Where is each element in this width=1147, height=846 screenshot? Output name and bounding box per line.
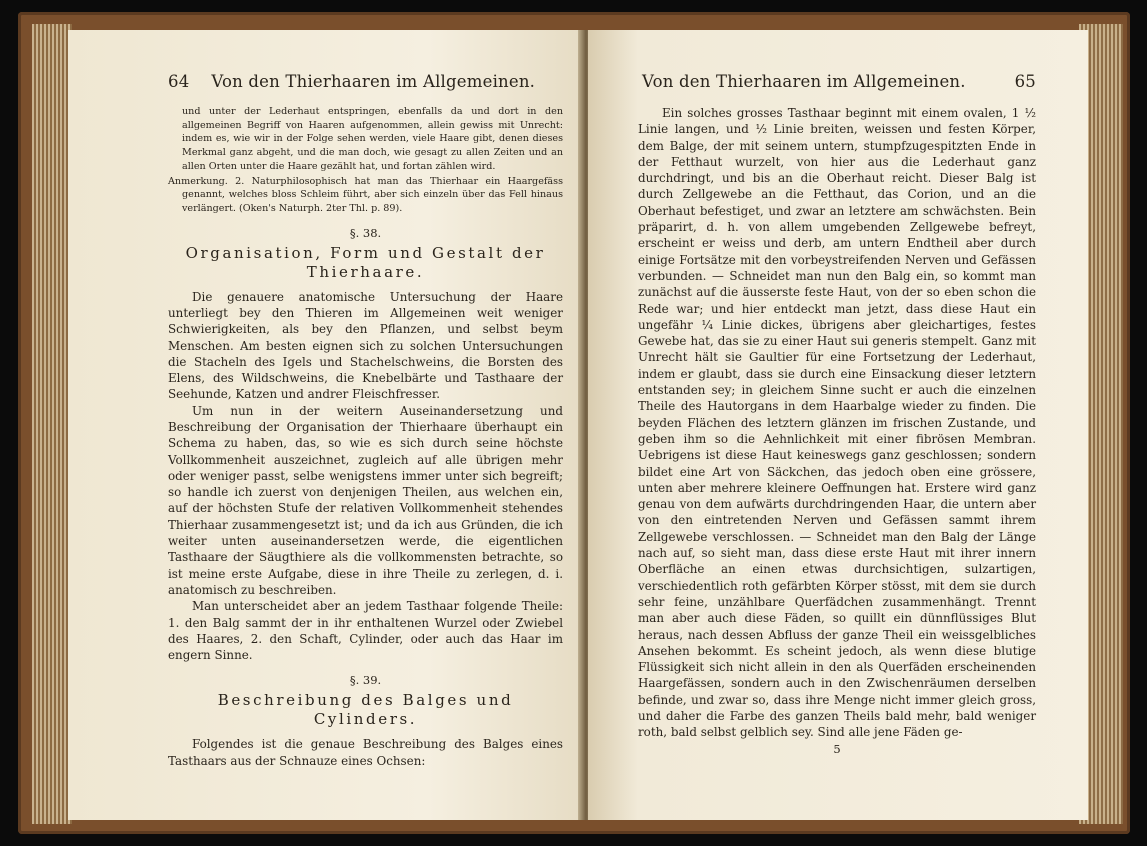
right-body-text [638,105,1036,741]
page-number: 65 [1014,72,1036,91]
left-body-text-2 [168,736,563,769]
page-number: 64 [168,72,190,91]
paragraph: Um nun in der weitern Auseinandersetzung und Beschreibung der Organisation der Thierhaare überhaupt ein Schema zu haben, das, so wie es sich durch seine höchste Vollkommenheit auszeichnet, zugleich auf alle übrigen mehr oder weniger passt, selbe wenigstens immer unter sich begreift; so handle ich zuerst von denjenigen Theilen, aus welchen ein, auf der höchsten Stufe der relativen Vollkommenheit stehendes Thierhaar zusammengesetzt ist; und da ich aus Gründen, die ich weiter unten auseinandersetzen werde, die eigentlichen Tasthaare der Säugthiere als die vollkommensten betrachte, so ist meine erste Aufgabe, diese in ihre Theile zu zerlegen, d. i. anatomisch zu beschreiben. [168,403,563,597]
right-running-head [638,72,1036,91]
annotation-2: Anmerkung. 2. Naturphilosophisch hat man das Thierhaar ein Haargefäss genannt, welches bloss Schleim führt, aber sich einzeln über das Fell hinaus verlängert. (Oken's Naturph. 2ter Thl. p. 89). [168,175,563,214]
left-running-head [168,72,563,91]
paragraph: Folgendes ist die genaue Beschreibung des Balges eines Tasthaars aus der Schnauze eines Ochsen: [168,737,563,768]
section-heading-38: Organisation, Form und Gestalt der Thierhaare. [185,243,546,281]
running-head-title: Von den Thierhaaren im Allgemeinen. [211,72,536,91]
page-edges-left [32,24,72,824]
left-body-text [168,289,563,664]
left-page [68,30,583,820]
signature-mark: 5 [833,741,841,756]
running-head-title: Von den Thierhaaren im Allgemeinen. [642,72,966,91]
section-heading-39: Beschreibung des Balges und Cylinders. [217,691,514,729]
section-number-38: §. 38. [349,225,382,240]
paragraph: Die genauere anatomische Untersuchung der Haare unterliegt bey den Thieren im Allgemeinen weit weniger Schwierigkeiten, als bey den Pflanzen, und selbst beym Menschen. Am besten eignen sich zu solchen Untersuchungen die Stacheln des Igels und Stachelschweins, die Borsten des Elens, des Wildschweins, die Knebelbärte und Tasthaare der Seehunde, Katzen und andrer Fleischfresser. [168,289,563,402]
left-page-content [168,72,563,769]
right-page-content [638,72,1036,756]
paragraph: Ein solches grosses Tasthaar beginnt mit einem ovalen, 1 ½ Linie langen, und ½ Linie breiten, weissen und festen Körper, dem Balge, der mit seinem untern, stumpfzugespitzten Ende in der Fetthaut wurzelt, von hier aus die Lederhaut ganz durchdringt, und bis an die Oberhaut reicht. Dieser Balg ist durch Zellgewebe an die Fetthaut, das Corion, und an die Oberhaut befestiget, und zwar an letztere am schwächsten. Bein präparirt, d. h. von allem umgebenden Zellgewebe befreyt, erscheint er weiss und derb, am untern Endtheil aber durch einige Fortsätze mit den vorbeystreifenden Nerven und Gefässen verbunden. — Schneidet man nun den Balg ein, so kommt man zunächst auf die äusserste feste Haut, von der so eben schon die Rede war; und hier entdeckt man jetzt, dass diese Haut ein ungefähr ¼ Linie dickes, übrigens aber gleichartiges, festes Gewebe hat, das sie zu einer Haut sui generis stempelt. Ganz mit Unrecht hält sie Gaultier für eine Fortsetzung der Lederhaut, indem er glaubt, dass sie durch eine Einsackung dieser letztern entstanden sey; in gleichem Sinne sucht er auch die einzelnen Theile des Hautorgans in dem Haarbalge wieder zu finden. Die beyden Flächen des letztern glänzen im frischen Zustande, und geben ihm so die Aehnlichkeit mit einer fibrösen Membran. Uebrigens ist diese Haut keineswegs ganz geschlossen; sondern bildet eine Art von Säckchen, das jedoch oben eine grössere, unten aber mehrere kleinere Oeffnungen hat. Erstere wird ganz genau von dem aufwärts durchdringenden Haar, die untern aber von den eintretenden Nerven und Gefässen sammt ihrem Zellgewebe verschlossen. — Schneidet man den Balg der Länge nach auf, so sieht man, dass diese erste Haut mit ihrer innern Oberfläche an einen etwas durchsichtigen, sulzartigen, verschiedentlich roth gefärbten Körper stösst, mit dem sie durch sehr feine, unzählbare Querfädchen zusammenhängt. Trennt man aber auch diese Fäden, so quillt ein dünnflüssiges Blut heraus, nach dessen Abfluss der ganze Theil ein weissgelbliches Ansehen bekommt. Es scheint jedoch, als wenn diese blutige Flüssigkeit sich nicht allein in den als Querfäden erscheinenden Haargefässen, sondern auch in den Zwischenräumen derselben befinde, und zwar so, dass ihre Menge nicht immer gleich gross, und daher die Farbe des ganzen Theils bald mehr, bald weniger roth, bald selbst gelblich sey. Sind alle jene Fäden ge- [638,106,1036,740]
section-number-39: §. 39. [349,673,382,688]
paragraph: Man unterscheidet aber an jedem Tasthaar folgende Theile: 1. den Balg sammt der in ihr enthaltenen Wurzel oder Zwiebel des Haares, 2. den Schaft, Cylinder, oder auch das Haar im engern Sinne. [168,599,563,663]
right-page [588,30,1088,820]
footnote-continuation: und unter der Lederhaut entspringen, ebenfalls da und dort in den allgemeinen Begriff von Haaren aufgenommen, allein gewiss mit Unrecht: indem es, wie wir in der Folge sehen werden, viele Haare gibt, denen dieses Merkmal ganz abgeht, und die man doch, wie gesagt zu allen Zeiten und an allen Orten unter die Haare gezählt hat, und fortan zählen wird. [182,106,563,172]
